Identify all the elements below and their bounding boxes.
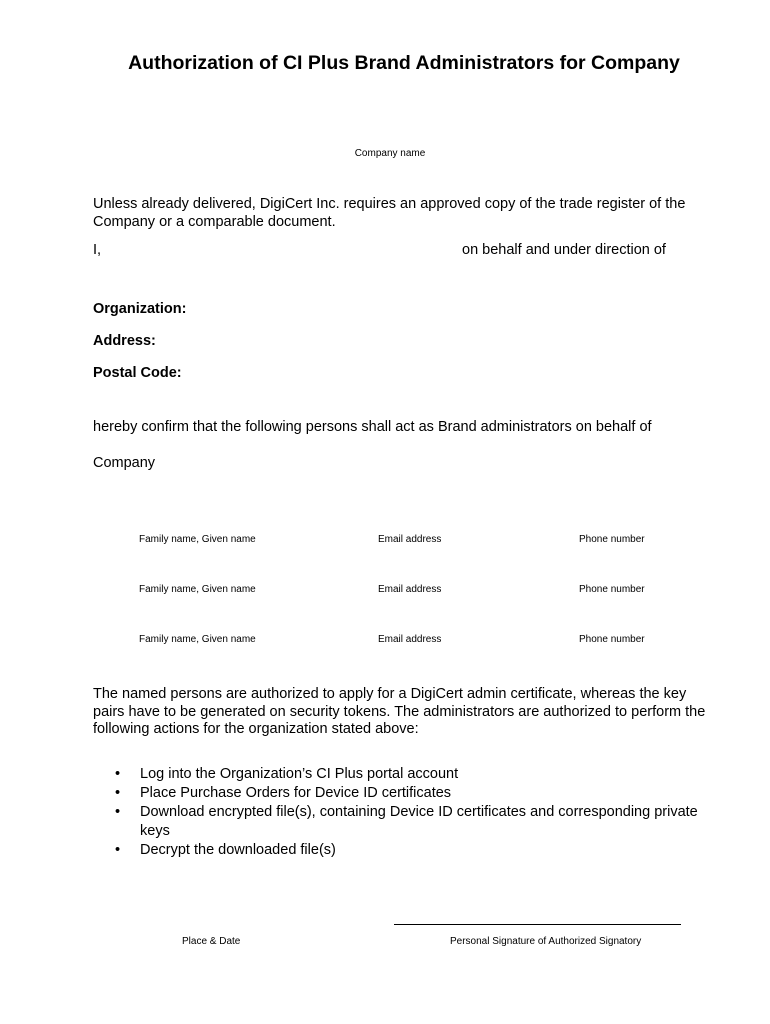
action-text: Log into the Organization’s CI Plus portal account <box>140 766 459 782</box>
document-title: Authorization of CI Plus Brand Administrators for Company <box>128 52 680 74</box>
i-prefix: I, <box>93 242 102 258</box>
action-text: Decrypt the downloaded file(s) <box>140 841 336 858</box>
bullet-icon: • <box>115 841 121 858</box>
email-address-label: Email address <box>378 534 442 545</box>
family-name-label: Family name, Given name <box>139 534 256 545</box>
organization-label: Organization: <box>93 301 187 317</box>
company-word: Company <box>93 455 156 471</box>
action-text: Place Purchase Orders for Device ID certificates <box>140 785 452 801</box>
list-item <box>111 784 711 803</box>
phone-number-label: Phone number <box>579 534 645 545</box>
postal-code-label: Postal Code: <box>93 365 182 381</box>
phone-number-label: Phone number <box>579 634 645 645</box>
family-name-label: Family name, Given name <box>139 634 256 645</box>
authorization-paragraph: The named persons are authorized to apply for a DigiCert admin certificate, whereas the key pairs have to be generated on security tokens. The administrators are authorized to perform the following actions for the organization stated above: <box>93 686 706 737</box>
family-name-label: Family name, Given name <box>139 584 256 595</box>
behalf-text: on behalf and under direction of <box>462 242 666 258</box>
phone-number-label: Phone number <box>579 584 645 595</box>
intro-paragraph: Unless already delivered, DigiCert Inc. requires an approved copy of the trade register of the Company or a comparable document. <box>93 196 686 230</box>
email-address-label: Email address <box>378 634 442 645</box>
list-item <box>111 803 711 840</box>
confirm-text: hereby confirm that the following persons shall act as Brand administrators on behalf of <box>93 419 652 435</box>
action-text: Download encrypted file(s), containing Device ID certificates and corresponding private keys <box>140 804 698 839</box>
bullet-icon: • <box>115 804 121 820</box>
address-label: Address: <box>93 333 156 349</box>
actions-list <box>111 765 711 860</box>
email-address-label: Email address <box>378 584 442 595</box>
bullet-icon: • <box>115 766 121 782</box>
place-date-label: Place & Date <box>182 936 241 947</box>
list-item <box>111 841 711 860</box>
bullet-icon: • <box>115 785 121 801</box>
list-item <box>111 765 711 784</box>
signature-line <box>394 924 681 925</box>
signature-label: Personal Signature of Authorized Signatory <box>450 936 642 947</box>
company-name-label: Company name <box>354 148 426 159</box>
